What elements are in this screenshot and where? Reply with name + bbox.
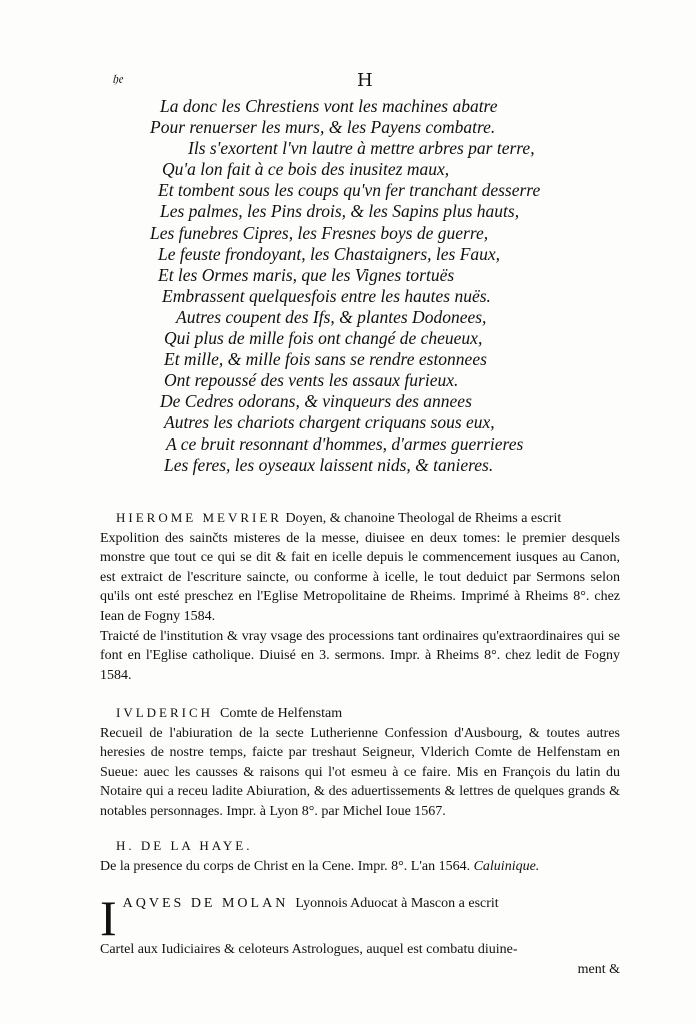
entry-heading bbox=[100, 508, 620, 529]
poem-line: Les palmes, les Pins drois, & les Sapins plus hauts, bbox=[160, 201, 520, 222]
author-description: Comte de Helfenstam bbox=[220, 706, 343, 721]
entry-heading bbox=[100, 836, 620, 857]
entry-paragraph bbox=[100, 857, 620, 877]
entry-line: ment & bbox=[577, 962, 620, 977]
poem-line: Les funebres Cipres, les Fresnes boys de guerre, bbox=[150, 222, 489, 243]
entry-text: De la presence du corps de Christ en la Cene. Impr. 8°. L'an 1564. bbox=[100, 858, 471, 874]
drop-cap: I bbox=[100, 890, 117, 946]
poem-line: Le feuste frondoyant, les Chastaigners, les Faux, bbox=[158, 243, 501, 264]
poem-line: Ils s'exortent l'vn lautre à mettre arbres par terre, bbox=[188, 138, 535, 159]
signature-mark: H bbox=[357, 70, 374, 91]
corner-mark: 𝔥𝔢 bbox=[112, 72, 123, 87]
poem-line: A ce bruit resonnant d'hommes, d'armes guerrieres bbox=[166, 433, 524, 454]
poem-line: Et tombent sous les coups qu'vn fer tranchant desserre bbox=[158, 180, 541, 201]
poem-line: Ont repoussé des vents les assaux furieux. bbox=[164, 370, 459, 391]
author-name: HIEROME MEVRIER bbox=[116, 510, 282, 525]
entry-line: Cartel aux Iudiciaires & celoteurs Astrologues, auquel est combatu diuine- bbox=[100, 942, 518, 957]
poem-line: Les feres, les oyseaux laissent nids, & tanieres. bbox=[164, 454, 494, 475]
poem-line: La donc les Chrestiens vont les machines abatre bbox=[160, 96, 498, 116]
poem-line: Qu'a lon fait à ce bois des inusitez maux, bbox=[162, 159, 450, 180]
author-description: Lyonnois Aduocat à Mascon a escrit bbox=[295, 896, 499, 911]
poem-block bbox=[150, 96, 590, 476]
entry-paragraph: Recueil de l'abiuration de la secte Lutherienne Confession d'Ausbourg, & toutes autres heresies de nostre temps, faicte par treshaut Seigneur, Vlderich Comte de Helfenstam en Sueue: auec les causses & raisons qui l'ot esmeu à ce faire. Mis en François du latin du Notaire qui a receu ladite Abiuration, & des aduertissements & lettres de quelques grands & notables personnages. Impr. à Lyon 8°. par Michel Ioue 1567. bbox=[100, 725, 620, 819]
poem-line: De Cedres odorans, & vinqueurs des annees bbox=[160, 391, 472, 412]
author-name: IVLDERICH bbox=[116, 705, 214, 720]
poem-line: Pour renuerser les murs, & les Payens combatre. bbox=[150, 117, 496, 138]
poem-line: Autres coupent des Ifs, & plantes Dodonees, bbox=[176, 306, 487, 327]
poem-line: Et mille, & mille fois sans se rendre estonnees bbox=[164, 349, 487, 370]
bibliography-entry-mevrier bbox=[100, 508, 620, 685]
entry-tag: Caluinique. bbox=[473, 858, 540, 874]
bibliography-entry-ulderich bbox=[100, 703, 620, 822]
entry-heading bbox=[100, 703, 620, 724]
poem-line: Qui plus de mille fois ont changé de cheueux, bbox=[164, 328, 483, 349]
page-header bbox=[0, 72, 696, 92]
author-name: H. DE LA HAYE. bbox=[116, 838, 253, 853]
author-description: Doyen, & chanoine Theologal de Rheims a escrit bbox=[285, 511, 562, 526]
author-name: AQVES DE MOLAN bbox=[122, 896, 289, 911]
bibliography-entry-haye bbox=[100, 836, 620, 876]
bibliography-entry-molan bbox=[100, 890, 620, 980]
poem-line: Et les Ormes maris, que les Vignes tortuës bbox=[158, 264, 455, 285]
entry-heading bbox=[100, 894, 620, 914]
poem-line: Autres les chariots chargent criquans sous eux, bbox=[164, 412, 495, 433]
poem-line: Embrassent quelquesfois entre les hautes nuës. bbox=[162, 285, 491, 306]
entry-paragraph: Traicté de l'institution & vray vsage des processions tant ordinaires qu'extraordinaires qui se font en l'Eglise catholique. Diuisé en 3. sermons. Impr. à Rheims 8°. chez ledit de Fogny 1584. bbox=[100, 628, 620, 683]
entry-paragraph: Expolition des sainčts misteres de la messe, diuisee en deux tomes: le premier desquels monstre que tout ce qui se dit & fait en icelle depuis le commencement iusques au Canon, est extraict de l'escriture saincte, ou conforme à icelle, le tout deduict par Sermons selon qu'ils ont esté preschez en l'Eglise Metropolitaine de Rheims. Imprimé à Rheims 8°. chez Iean de Fogny 1584. bbox=[100, 530, 620, 624]
